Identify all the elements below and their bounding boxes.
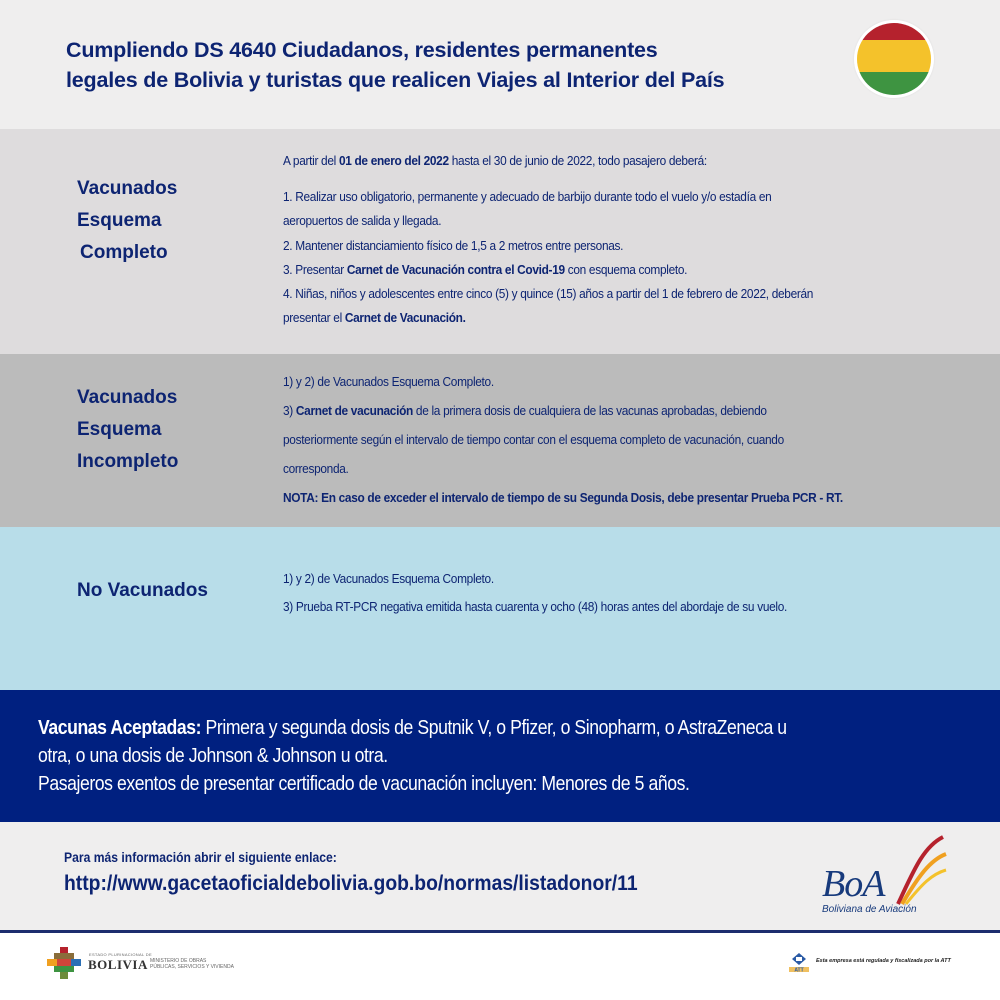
vaccines-label: Vacunas Aceptadas: (38, 716, 202, 739)
accepted-vaccines-banner (0, 690, 1000, 822)
list-item: 1. Realizar uso obligatorio, permanente y adecuado de barbijo durante todo el vuelo y/o estadía en (283, 189, 772, 204)
bolivia-emblem-icon (47, 947, 81, 979)
flag-stripe-red (857, 23, 931, 40)
section-intro (283, 153, 967, 168)
footer (0, 933, 1000, 1000)
requirement-list (283, 185, 967, 331)
intro-text: A partir del (283, 153, 339, 168)
svg-text:ATT: ATT (794, 967, 804, 974)
intro-date: 01 de enero del 2022 (338, 153, 449, 168)
note-item: NOTA: En caso de exceder el intervalo de tiempo de su Segunda Dosis, debe presentar Prueba PCR - RT. (283, 490, 843, 505)
att-logo-icon (786, 952, 812, 974)
list-item: 1) y 2) de Vacunados Esquema Completo. (283, 374, 494, 389)
label-line: Esquema (77, 419, 162, 440)
list-item: 4. Niñas, niños y adolescentes entre cinco (5) y quince (15) años a partir del 1 de febrero de 2022, deberán (283, 286, 814, 302)
page-title (66, 35, 826, 95)
label-line: Esquema (77, 210, 162, 231)
label-line: No Vacunados (77, 580, 208, 601)
bolivia-state-label: ESTADO PLURINACIONAL DE (89, 952, 152, 957)
bolivia-name: BOLIVIA (88, 957, 148, 972)
boa-logo-text: BoA (822, 863, 885, 905)
vaccines-line: otra, o una dosis de Johnson & Johnson u otra. (38, 744, 388, 767)
vaccines-line: Primera y segunda dosis de Sputnik V, o Pfizer, o Sinopharm, o AstraZeneca u (201, 716, 787, 739)
label-line: Completo (80, 242, 168, 263)
section-unvaccinated (0, 527, 1000, 690)
label-line: Vacunados (77, 178, 178, 199)
list-item: 2. Mantener distanciamiento físico de 1,5 a 2 metros entre personas. (283, 237, 624, 253)
flag-stripe-green (857, 72, 931, 95)
list-item: posteriormente según el intervalo de tiempo contar con el esquema completo de vacunación, cuando (283, 432, 784, 447)
more-info-label: Para más información abrir el siguiente enlace: (64, 850, 337, 865)
list-item: aeropuertos de salida y llegada. (283, 213, 442, 229)
section-label (77, 575, 208, 607)
section-fully-vaccinated (0, 129, 1000, 354)
section-label (77, 173, 177, 269)
gaceta-oficial-link[interactable]: http://www.gacetaoficialdebolivia.gob.bo/normas/listadonor/11 (64, 872, 638, 895)
header (0, 0, 1000, 129)
accepted-vaccines-text (38, 714, 950, 798)
section-partially-vaccinated (0, 354, 1000, 527)
list-item: 3) Carnet de vacunación de la primera dosis de cualquiera de las vacunas aprobadas, debiendo (283, 403, 767, 418)
exemptions-line: Pasajeros exentos de presentar certificado de vacunación incluyen: Menores de 5 años. (38, 772, 690, 795)
label-line: Incompleto (77, 451, 179, 472)
att-regulation-text: Esta empresa está regulada y fiscalizada por la ATT (816, 958, 951, 964)
title-line-2: legales de Bolivia y turistas que realicen Viajes al Interior del País (66, 68, 725, 92)
title-line-1: Cumpliendo DS 4640 Ciudadanos, residentes permanentes (66, 38, 658, 62)
ministry-label (150, 958, 234, 970)
section-label (77, 382, 178, 478)
boa-logo (818, 832, 958, 922)
ministry-line: PÚBLICAS, SERVICIOS Y VIVIENDA (150, 964, 234, 970)
ministry-line: MINISTERIO DE OBRAS (150, 958, 207, 964)
boa-logo-subtitle: Boliviana de Aviación (822, 904, 917, 915)
requirement-list (283, 367, 967, 512)
bolivia-flag-icon (854, 20, 934, 98)
list-item: 3. Presentar Carnet de Vacunación contra el Covid-19 con esquema completo. (283, 261, 688, 277)
label-line: Vacunados (77, 387, 178, 408)
flag-stripe-yellow (857, 40, 931, 72)
more-info-section (0, 822, 1000, 930)
requirement-list (283, 565, 967, 621)
list-item: 1) y 2) de Vacunados Esquema Completo. (283, 571, 494, 586)
list-item: 3) Prueba RT-PCR negativa emitida hasta cuarenta y ocho (48) horas antes del abordaje de su vuelo. (283, 599, 787, 614)
intro-text: hasta el 30 de junio de 2022, todo pasajero deberá: (448, 153, 707, 168)
list-item: corresponda. (283, 461, 349, 476)
list-item: presentar el Carnet de Vacunación. (283, 310, 466, 326)
